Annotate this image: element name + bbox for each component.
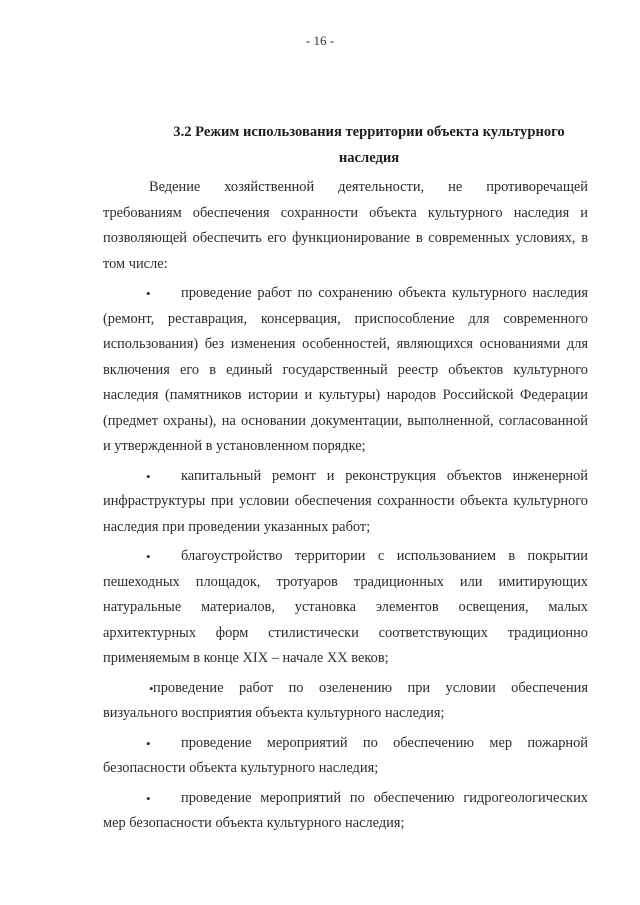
list-item-text: проведение мероприятий по обеспечению мер пожарной безопасности объекта культурного наследия; <box>103 734 588 776</box>
bullet-icon: • <box>146 468 151 484</box>
bullet-icon: • <box>149 680 154 696</box>
list-item-text: проведение мероприятий по обеспечению гидрогеологических мер безопасности объекта культурного наследия; <box>103 789 588 831</box>
list-item-text: проведение работ по озеленению при условии обеспечения визуального восприятия объекта культурного наследия; <box>103 679 588 721</box>
list-item-text: благоустройство территории с использованием в покрытии пешеходных площадок, тротуаров традиционных или имитирующих натуральные материалов, установка элементов освещения, малых архитектурных форм стилистически соответствующих традиционно применяемым в конце XIX – начале XX веков; <box>103 548 588 666</box>
bullet-icon: • <box>146 286 151 301</box>
list-item <box>103 281 588 460</box>
intro-paragraph: Ведение хозяйственной деятельности, не противоречащей требованиям обеспечения сохранности объекта культурного наследия и позволяющей обеспечить его функционирование в современных условиях, в том числе: <box>103 179 588 272</box>
bullet-icon: • <box>146 735 151 751</box>
bullet-icon: • <box>146 790 151 806</box>
list-item <box>103 544 588 672</box>
list-item-text: проведение работ по сохранению объекта культурного наследия (ремонт, реставрация, консервация, приспособление для современного использования) без изменения особенностей, являющихся основаниями для включения его в единый государственный реестр объектов культурного наследия (памятников истории и культуры) народов Российской Федерации (предмет охраны), на основании документации, выполненной, согласованной и утвержденной в установленном порядке; <box>103 285 588 454</box>
list-item <box>103 731 588 782</box>
page-number: - 16 - <box>305 33 335 48</box>
bullet-icon: • <box>146 549 151 564</box>
body-text <box>103 175 588 837</box>
list-item <box>103 786 588 837</box>
list-item <box>103 464 588 541</box>
section-title: 3.2 Режим использования территории объекта культурного наследия <box>173 124 565 166</box>
list-item-text: капитальный ремонт и реконструкция объектов инженерной инфраструктуры при условии обеспечения сохранности объекта культурного наследия при проведении указанных работ; <box>103 467 588 535</box>
list-item <box>103 676 588 727</box>
